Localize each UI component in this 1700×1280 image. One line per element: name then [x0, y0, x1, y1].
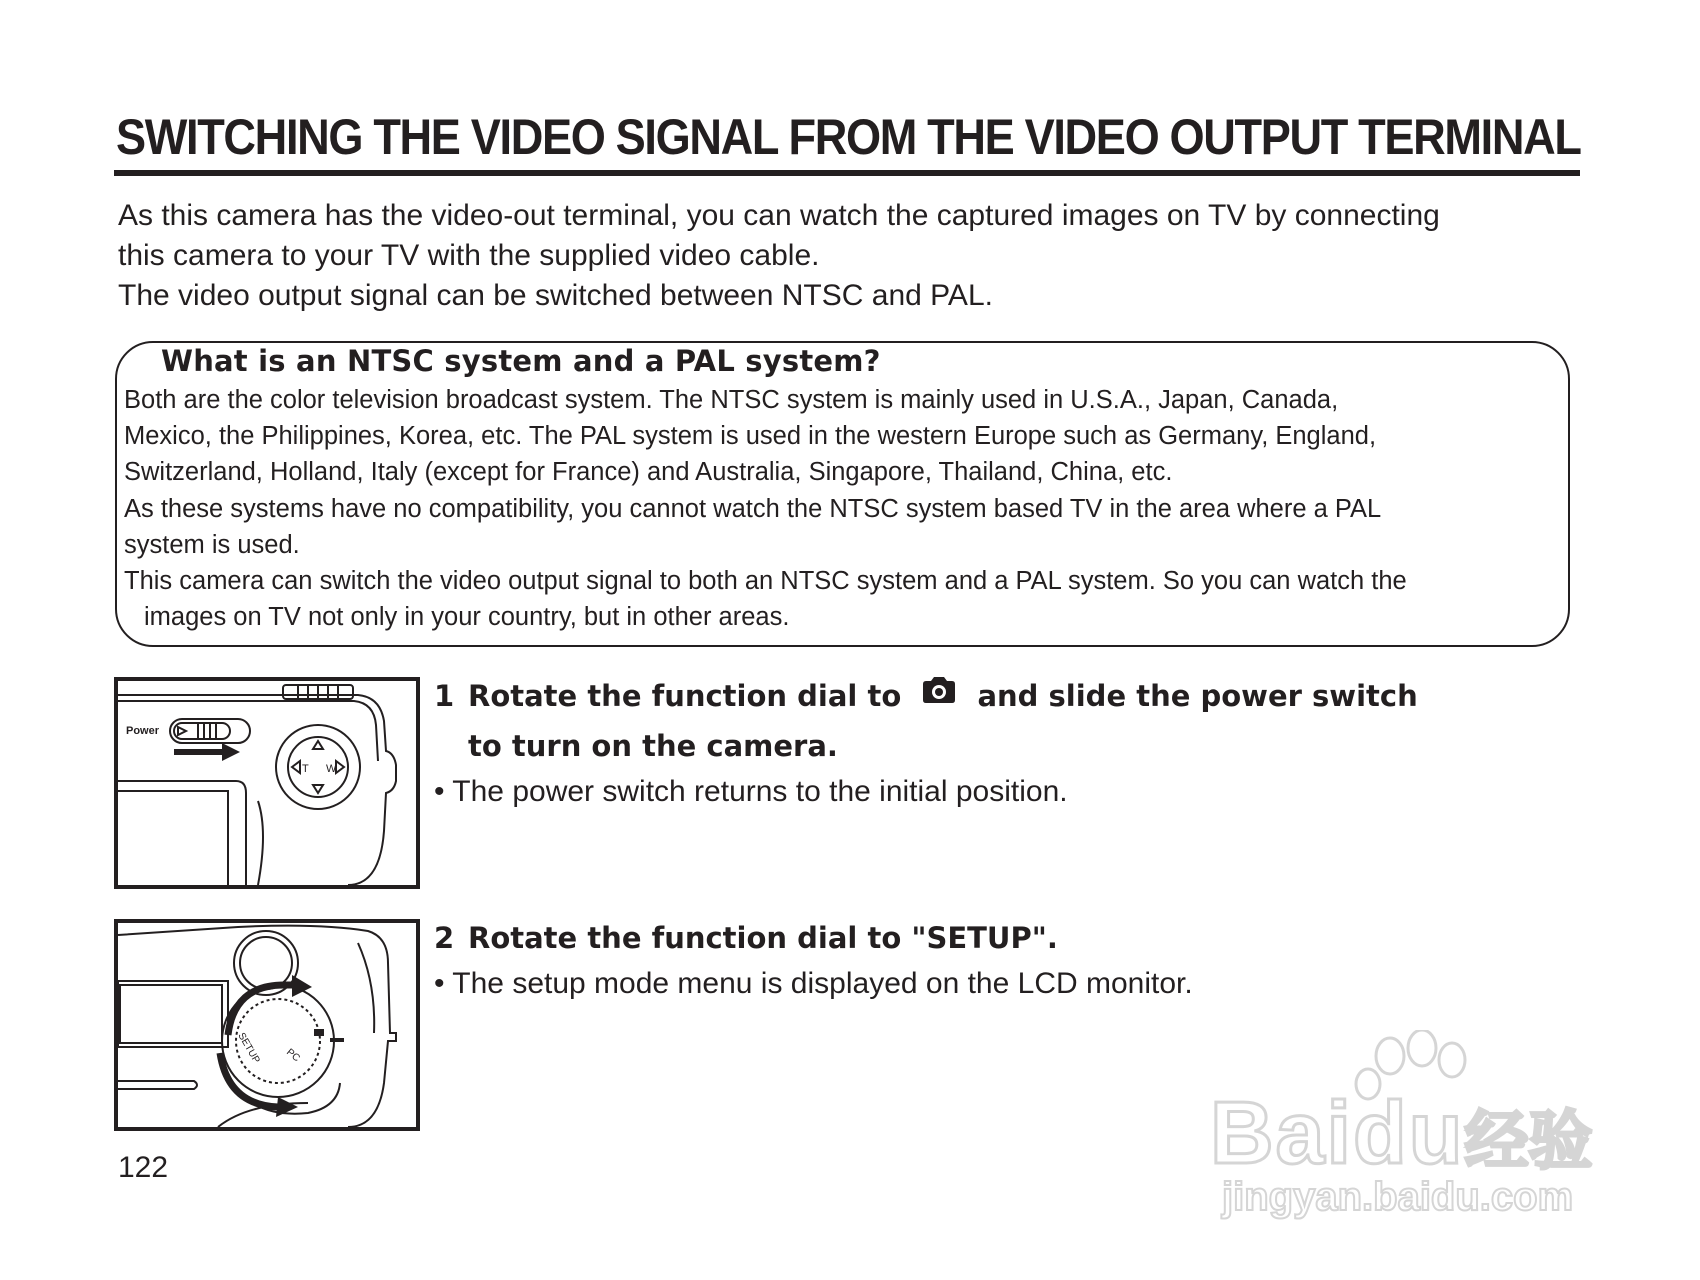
- intro-line-2: this camera to your TV with the supplied video cable.: [118, 239, 820, 272]
- dial-camera-mark-icon: [314, 1029, 324, 1036]
- step-2: [434, 914, 1584, 1004]
- info-line-3: Switzerland, Holland, Italy (except for France) and Australia, Singapore, Thailand, China, etc.: [124, 458, 1173, 487]
- power-label: Power: [126, 725, 160, 737]
- camera-icon: [921, 670, 957, 718]
- watermark-logo-cn: 经验: [1464, 1105, 1593, 1177]
- step-2-note: • The setup mode menu is displayed on the LCD monitor.: [434, 967, 1193, 1000]
- info-line-7: images on TV not only in your country, but in other areas.: [144, 603, 790, 632]
- page-number: 122: [118, 1151, 169, 1184]
- info-line-1: Both are the color television broadcast system. The NTSC system is mainly used in U.S.A., Japan, Canada,: [124, 386, 1339, 414]
- step-2-number: 2: [434, 921, 455, 955]
- intro-text: [118, 196, 1618, 316]
- watermark-logo-bai: Bai: [1210, 1083, 1353, 1182]
- info-box-body: [124, 382, 1564, 635]
- step-1-title-part-2: and slide the power switch: [977, 679, 1418, 713]
- page-title: SWITCHING THE VIDEO SIGNAL FROM THE VIDEO OUTPUT TERMINAL: [116, 109, 1581, 165]
- intro-line-1: As this camera has the video-out terminal, you can watch the captured images on TV by connecting: [118, 199, 1440, 232]
- info-line-4: As these systems have no compatibility, you cannot watch the NTSC system based TV in the area where a PAL: [124, 494, 1382, 523]
- intro-line-3: The video output signal can be switched between NTSC and PAL.: [118, 279, 993, 312]
- step-1-note: • The power switch returns to the initial position.: [434, 775, 1068, 808]
- step-2-title: Rotate the function dial to "SETUP".: [468, 921, 1058, 955]
- info-line-6: This camera can switch the video output signal to both an NTSC system and a PAL system. So you can watch the: [124, 567, 1407, 596]
- slide-arrow-icon: [174, 743, 240, 761]
- camera-back-drawing: [118, 681, 416, 885]
- watermark-logo-du: du: [1352, 1083, 1465, 1182]
- baidu-jingyan-watermark: [1210, 1030, 1630, 1230]
- info-line-5: system is used.: [124, 530, 300, 559]
- step-1-title-part-1: Rotate the function dial to: [468, 679, 902, 713]
- zoom-w-label: W: [326, 763, 337, 775]
- info-box-heading: What is an NTSC system and a PAL system?: [161, 344, 881, 378]
- watermark-url: jingyan.baidu.com: [1222, 1175, 1574, 1219]
- step-1-number: 1: [434, 679, 455, 713]
- watermark-logo: [1210, 1085, 1592, 1189]
- dial-pc-label: PC: [284, 1046, 302, 1065]
- info-line-2: Mexico, the Philippines, Korea, etc. The PAL system is used in the western Europe such as Germany, England,: [124, 422, 1377, 451]
- function-dial-illustration: [114, 919, 420, 1131]
- step-1-title-line-2: to turn on the camera.: [468, 729, 838, 763]
- zoom-t-label: T: [302, 763, 309, 775]
- camera-dial-drawing: [118, 923, 416, 1127]
- power-switch-illustration: [114, 677, 420, 889]
- dial-setup-label: SETUP: [235, 1031, 262, 1066]
- title-underline: [114, 170, 1580, 176]
- step-1: [434, 672, 1584, 812]
